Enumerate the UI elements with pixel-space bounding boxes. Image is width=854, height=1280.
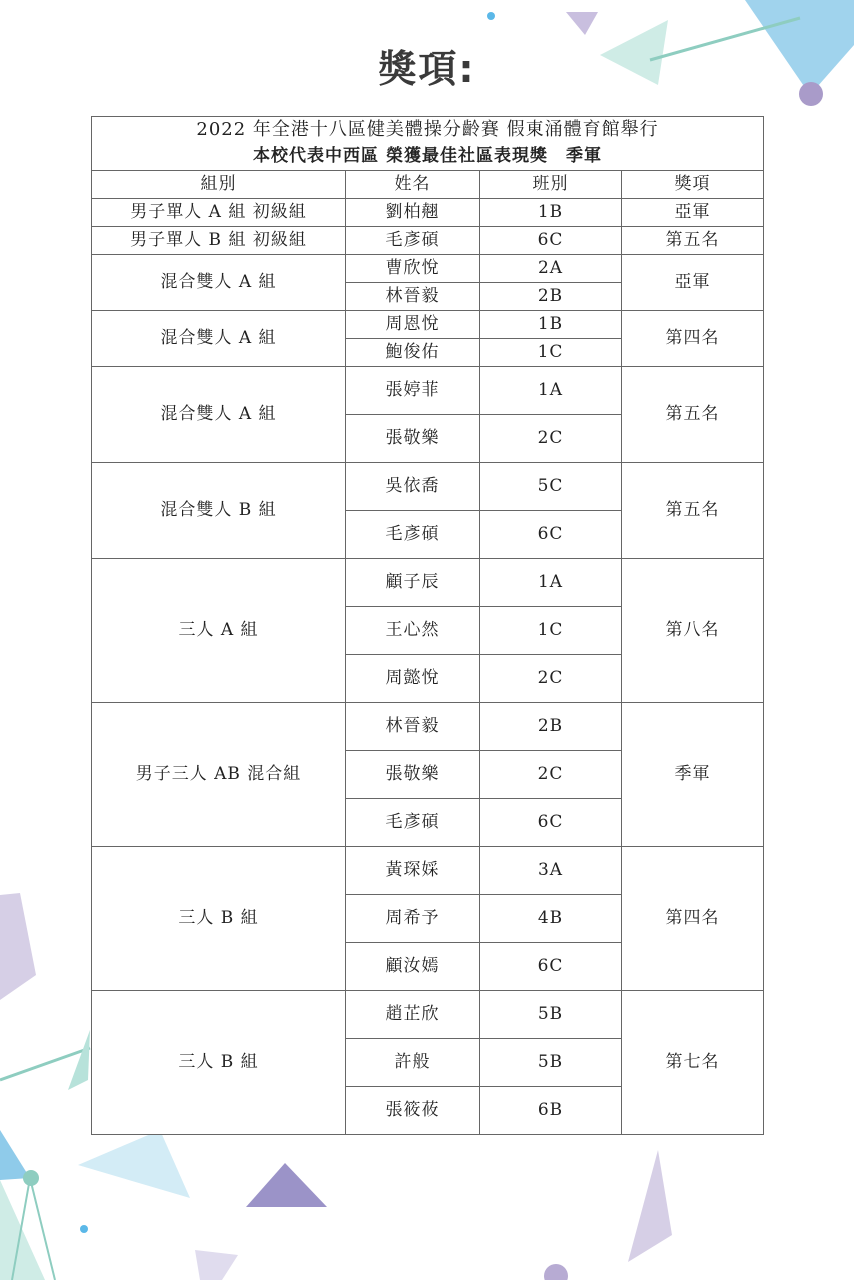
table-row [92,255,764,283]
competition-title: 2022 年全港十八區健美體操分齡賽 假東涌體育館舉行 [92,117,764,144]
name-cell: 周懿悅 [346,655,480,703]
page-title: 獎項: [378,47,476,91]
name-cell: 顧汝嫣 [346,943,480,991]
mint-triangle-shape [68,1030,90,1090]
class-cell: 1A [480,367,622,415]
award-cell: 第四名 [622,847,764,991]
name-cell: 張筱莜 [346,1087,480,1135]
name-cell: 鮑俊佑 [346,339,480,367]
name-cell: 毛彥碩 [346,227,480,255]
group-cell: 混合雙人 A 組 [92,311,346,367]
name-cell: 吳依喬 [346,463,480,511]
teal-line-shape [0,1048,90,1080]
class-cell: 2B [480,283,622,311]
mint-triangle-shape [0,1180,45,1280]
teal-dot-shape [23,1170,39,1186]
table-heading-row [92,117,764,144]
lavender-triangle-shape [628,1150,672,1262]
table-row [92,703,764,751]
group-cell: 三人 B 組 [92,991,346,1135]
award-cell: 第七名 [622,991,764,1135]
class-cell: 1C [480,607,622,655]
lavender-triangle-shape [566,12,598,35]
class-cell: 6C [480,799,622,847]
purple-dot-shape [544,1264,568,1280]
table-row [92,227,764,255]
light-blue-triangle-shape [78,1130,190,1198]
name-cell: 周希予 [346,895,480,943]
name-cell: 張敬樂 [346,751,480,799]
class-cell: 1C [480,339,622,367]
class-cell: 1B [480,199,622,227]
name-cell: 毛彥碩 [346,799,480,847]
group-cell: 三人 B 組 [92,847,346,991]
name-cell: 毛彥碩 [346,511,480,559]
name-cell: 張婷菲 [346,367,480,415]
award-cell: 第八名 [622,559,764,703]
class-cell: 2B [480,703,622,751]
group-cell: 三人 A 組 [92,559,346,703]
class-cell: 2C [480,415,622,463]
purple-triangle-shape [246,1163,327,1207]
column-header-name: 姓名 [346,171,480,199]
class-cell: 6C [480,511,622,559]
blue-dot-shape [80,1225,88,1233]
column-header-group: 組別 [92,171,346,199]
class-cell: 3A [480,847,622,895]
table-heading-row [92,143,764,171]
table-row [92,199,764,227]
group-cell: 男子三人 AB 混合組 [92,703,346,847]
class-cell: 5B [480,991,622,1039]
name-cell: 曹欣悅 [346,255,480,283]
name-cell: 周恩悅 [346,311,480,339]
table-row [92,367,764,415]
table-row [92,847,764,895]
table-row [92,311,764,339]
column-header-award: 獎項 [622,171,764,199]
teal-line-shape [30,1178,55,1280]
class-cell: 6C [480,227,622,255]
blue-dot-shape [487,12,495,20]
name-cell: 張敬樂 [346,415,480,463]
name-cell: 林晉毅 [346,283,480,311]
table-row [92,559,764,607]
table-row [92,991,764,1039]
award-cell: 亞軍 [622,199,764,227]
lavender-triangle-shape [195,1250,238,1280]
class-cell: 6C [480,943,622,991]
name-cell: 劉柏翹 [346,199,480,227]
column-header-class: 班別 [480,171,622,199]
group-cell: 男子單人 A 組 初級組 [92,199,346,227]
blue-triangle-shape [0,1130,30,1180]
award-cell: 亞軍 [622,255,764,311]
teal-line-shape [12,1178,30,1280]
award-cell: 季軍 [622,703,764,847]
name-cell: 林晉毅 [346,703,480,751]
name-cell: 黃琛婇 [346,847,480,895]
table-row [92,463,764,511]
award-cell: 第五名 [622,227,764,255]
name-cell: 趙芷欣 [346,991,480,1039]
name-cell: 許般 [346,1039,480,1087]
awards-table [91,116,764,1135]
lavender-triangle-shape [0,893,36,1000]
award-cell: 第四名 [622,311,764,367]
group-cell: 混合雙人 A 組 [92,255,346,311]
class-cell: 6B [480,1087,622,1135]
column-header-row [92,171,764,199]
class-cell: 2C [480,751,622,799]
name-cell: 王心然 [346,607,480,655]
class-cell: 5B [480,1039,622,1087]
class-cell: 1B [480,311,622,339]
group-cell: 混合雙人 B 組 [92,463,346,559]
name-cell: 顧子辰 [346,559,480,607]
school-award-line: 本校代表中西區 榮獲最佳社區表現獎 季軍 [92,143,764,171]
award-cell: 第五名 [622,463,764,559]
class-cell: 5C [480,463,622,511]
class-cell: 1A [480,559,622,607]
class-cell: 2A [480,255,622,283]
class-cell: 4B [480,895,622,943]
award-cell: 第五名 [622,367,764,463]
group-cell: 男子單人 B 組 初級組 [92,227,346,255]
class-cell: 2C [480,655,622,703]
group-cell: 混合雙人 A 組 [92,367,346,463]
